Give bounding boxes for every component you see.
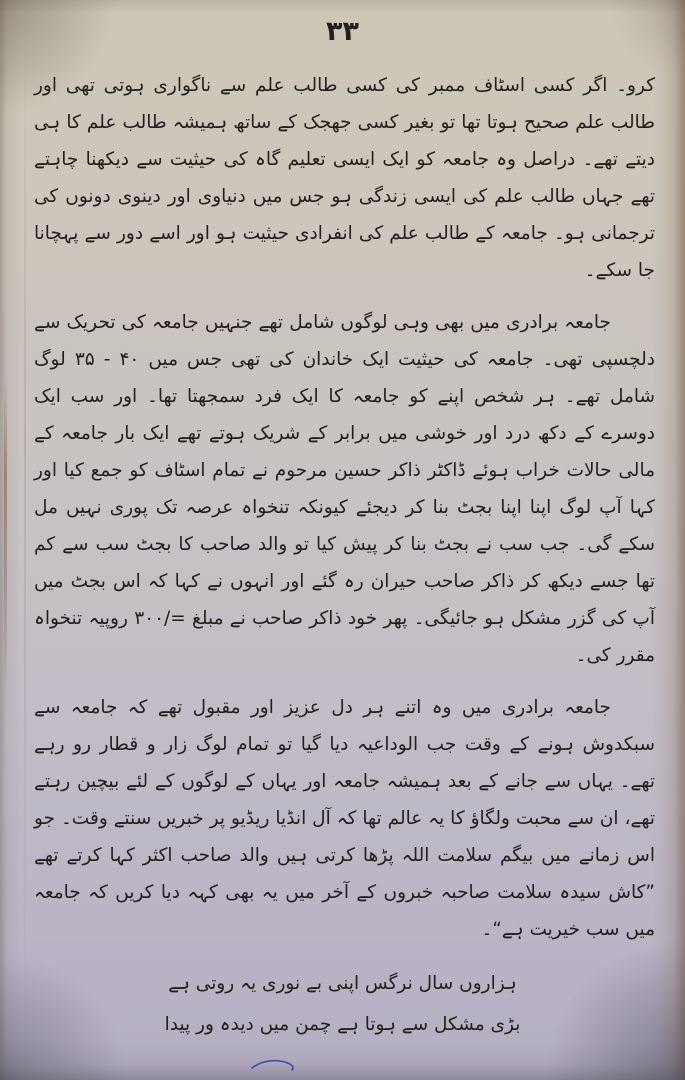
page-edge-streak [4,380,7,700]
pen-mark-icon [250,1058,298,1072]
paragraph-3: جامعہ برادری میں وہ اتنے ہر دل عزیز اور مقبول تھے کہ جامعہ سے سبکدوش ہونے کے وقت جب الوداعیہ دیا گیا تو تمام لوگ زار و قطار رو رہے تھے۔ یہاں سے جانے کے بعد ہمیشہ جامعہ اور یہاں کے لوگوں کے لئے بیچین رہتے تھے، ان سے محبت ولگاؤ کا یہ عالم تھا کہ آل انڈیا ریڈیو پر خبریں سنتے وقت۔ جو اس زمانے میں بیگم سلامت اللہ پڑھا کرتی ہیں والد صاحب اکثر کہا کرتے تھے ”کاش سیدہ سلامت صاحبہ خبروں کے آخر میں یہ بھی کہہ دیا کریں کہ جامعہ میں سب خیریت ہے“۔ [34,697,655,940]
verse-line-2: بڑی مشکل سے ہوتا ہے چمن میں دیدہ ور پیدا [164,1014,521,1035]
page-gutter-crease [24,0,26,1080]
poetry-couplet [0,963,685,1045]
verse-line-1: ہزاروں سال نرگس اپنی بے نوری یہ روتی ہے [168,973,517,994]
paragraph-1: کرو۔ اگر کسی اسٹاف ممبر کی کسی طالب علم سے ناگواری ہوتی تھی اور طالب علم صحیح ہوتا تھا تو بغیر کسی جھجک کے ساتھ ہمیشہ طالب علم کا ہی دیتے تھے۔ دراصل وہ جامعہ کو ایک ایسی تعلیم گاہ کی حیثیت سے دیکھنا چاہتے تھے جہاں طالب علم کی ایسی زندگی ہو جس میں دنیاوی اور دینوی دونوں کی ترجمانی ہو۔ جامعہ کے طالب علم کی انفرادی حیثیت ہو اور اسے دور سے پہچانا جا سکے۔ [34,75,655,281]
body-text [0,47,685,948]
page-number: ۳۳ [326,16,359,47]
paragraph-2: جامعہ برادری میں بھی وہی لوگوں شامل تھے جنہیں جامعہ کی تحریک سے دلچسپی تھی۔ جامعہ کی حیثیت ایک خاندان کی تھی جس میں ۴۰ - ۳۵ لوگ شامل تھے۔ ہر شخص اپنے کو جامعہ کا ایک فرد سمجھتا تھا۔ اور سب ایک دوسرے کے دکھ درد اور خوشی میں برابر کے شریک ہوتے تھے ایک بار جامعہ کے مالی حالات خراب ہوئے ڈاکٹر ذاکر حسین مرحوم نے تمام اسٹاف کو جمع کیا اور کہا آپ لوگ اپنا اپنا بجٹ بنا کر دیجئے کیونکہ تنخواہ عرصہ تک پوری نہیں مل سکے گی۔ جب سب نے بجٹ بنا کر پیش کیا تو والد صاحب کا بجٹ سب سے کم تھا جسے دیکھ کر ذاکر صاحب حیران رہ گئے اور انہوں نے کہا کہ اس بجٹ میں آپ کی گزر مشکل ہو جائیگی۔ پھر خود ذاکر صاحب نے مبلغ =/۳۰۰ روپیہ تنخواہ مقرر کی۔ [34,312,655,666]
